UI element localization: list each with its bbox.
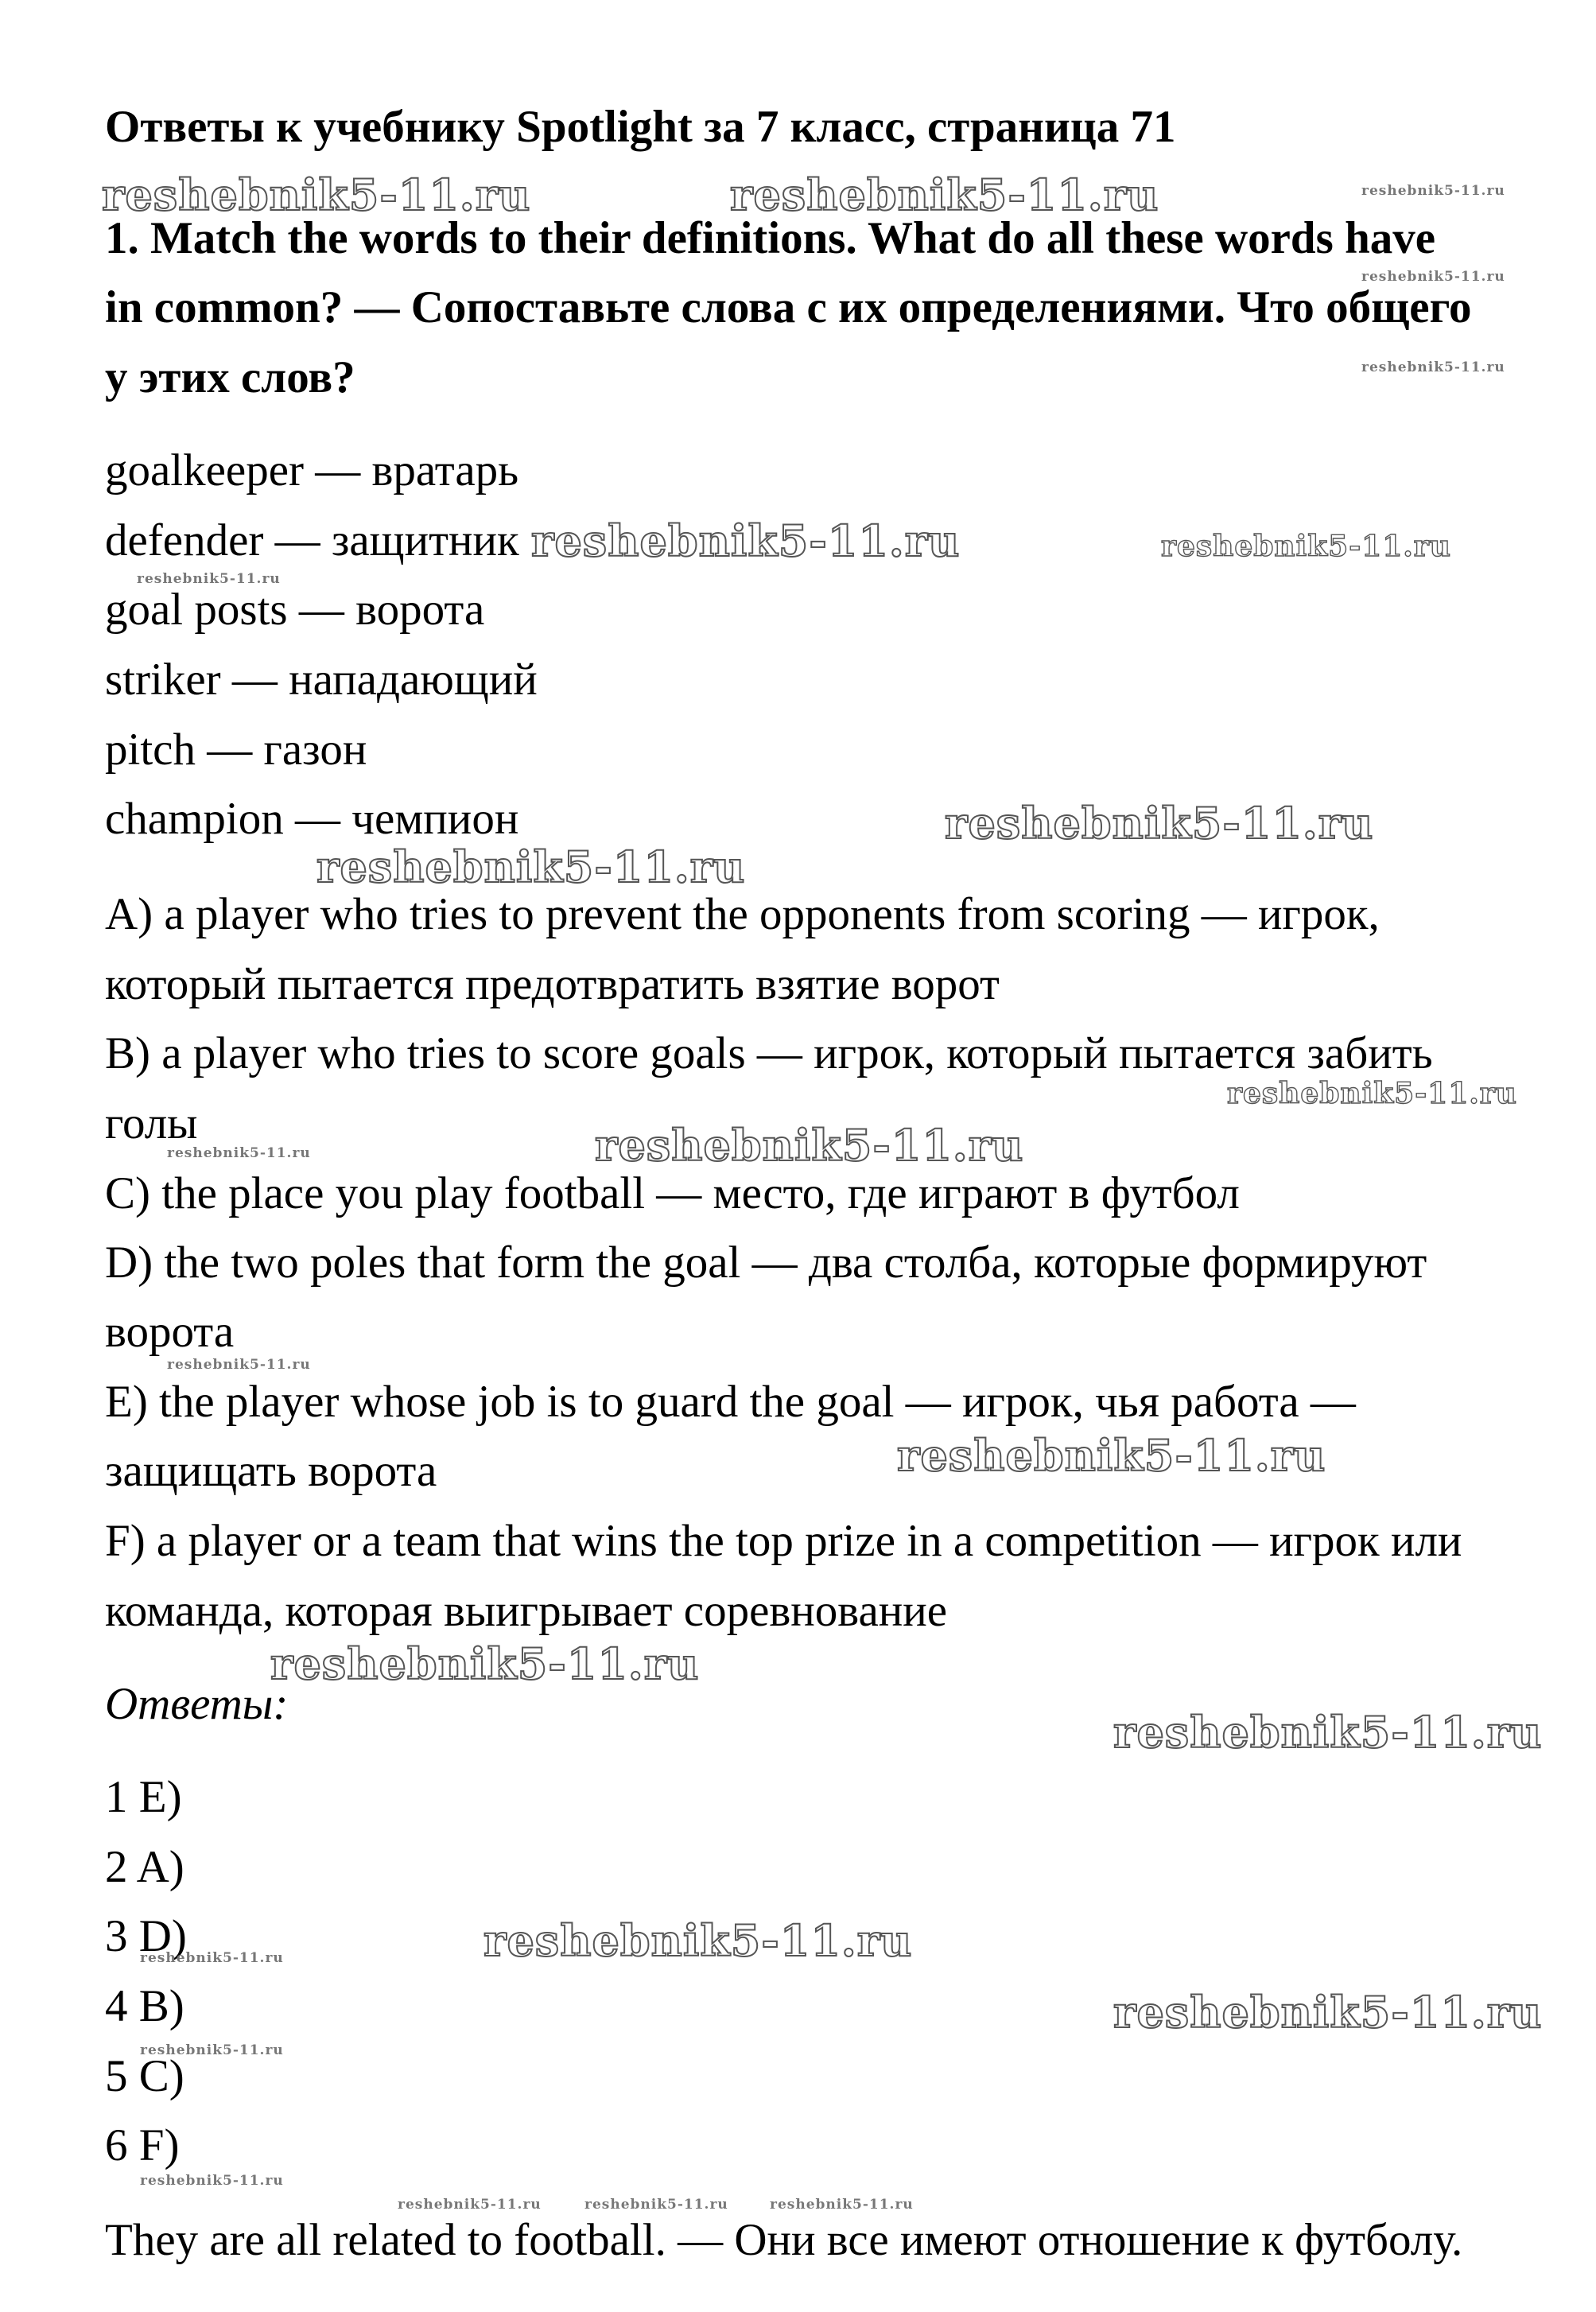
watermark: reshebnik5-11.ru bbox=[167, 1357, 311, 1373]
definition-b-line-2: голы bbox=[105, 1098, 198, 1148]
page-title: Ответы к учебнику Spotlight за 7 класс, страница 71 bbox=[105, 102, 1176, 152]
watermark: reshebnik5-11.ru bbox=[1227, 1077, 1517, 1110]
watermark: reshebnik5-11.ru bbox=[140, 2042, 284, 2058]
watermark: reshebnik5-11.ru bbox=[1113, 1987, 1543, 2038]
watermark: reshebnik5-11.ru bbox=[102, 169, 531, 220]
answer-item: 5 C) bbox=[105, 2051, 184, 2101]
watermark: reshebnik5-11.ru bbox=[1361, 183, 1505, 199]
watermark: reshebnik5-11.ru bbox=[483, 1915, 913, 1966]
task-heading-line-2: in common? — Сопоставьте слова с их определениями. Что общего bbox=[105, 282, 1472, 332]
word-item: goalkeeper — вратарь bbox=[105, 445, 519, 495]
conclusion: They are all related to football. — Они все имеют отношение к футболу. bbox=[105, 2215, 1463, 2265]
watermark: reshebnik5-11.ru bbox=[584, 2197, 728, 2213]
answers-label: Ответы: bbox=[105, 1679, 289, 1729]
answer-item: 2 A) bbox=[105, 1842, 184, 1892]
watermark: reshebnik5-11.ru bbox=[1361, 359, 1505, 375]
watermark: reshebnik5-11.ru bbox=[398, 2197, 542, 2213]
watermark: reshebnik5-11.ru bbox=[1161, 530, 1451, 563]
word-item: striker — нападающий bbox=[105, 655, 538, 705]
watermark: reshebnik5-11.ru bbox=[140, 1950, 284, 1966]
definition-e-line-1: E) the player whose job is to guard the goal — игрок, чья работа — bbox=[105, 1377, 1356, 1427]
word-item: champion — чемпион bbox=[105, 794, 519, 844]
word-item: defender — защитник bbox=[105, 515, 519, 565]
answer-item: 1 E) bbox=[105, 1772, 182, 1822]
watermark: reshebnik5-11.ru bbox=[167, 1145, 311, 1161]
watermark: reshebnik5-11.ru bbox=[897, 1430, 1326, 1481]
answer-item: 4 B) bbox=[105, 1981, 184, 2031]
watermark: reshebnik5-11.ru bbox=[1361, 269, 1505, 285]
definition-a-line-2: который пытается предотвратить взятие ворот bbox=[105, 959, 1000, 1009]
watermark: reshebnik5-11.ru bbox=[1113, 1707, 1543, 1758]
watermark: reshebnik5-11.ru bbox=[137, 571, 281, 587]
watermark: reshebnik5-11.ru bbox=[140, 2173, 284, 2189]
task-heading-line-1: 1. Match the words to their definitions. What do all these words have bbox=[105, 213, 1436, 263]
definition-c: C) the place you play football — место, где играют в футбол bbox=[105, 1168, 1240, 1218]
word-item: goal posts — ворота bbox=[105, 585, 485, 635]
answer-item: 6 F) bbox=[105, 2120, 180, 2170]
watermark: reshebnik5-11.ru bbox=[270, 1638, 700, 1689]
task-heading-line-3: у этих слов? bbox=[105, 352, 355, 402]
definition-d-line-2: ворота bbox=[105, 1307, 235, 1357]
watermark: reshebnik5-11.ru bbox=[730, 169, 1159, 220]
definition-a-line-1: A) a player who tries to prevent the opponents from scoring — игрок, bbox=[105, 889, 1380, 939]
definition-d-line-1: D) the two poles that form the goal — два столба, которые формируют bbox=[105, 1238, 1427, 1288]
watermark: reshebnik5-11.ru bbox=[945, 798, 1374, 849]
definition-f-line-1: F) a player or a team that wins the top prize in a competition — игрок или bbox=[105, 1516, 1462, 1566]
definition-f-line-2: команда, которая выигрывает соревнование bbox=[105, 1586, 948, 1636]
definition-e-line-2: защищать ворота bbox=[105, 1446, 437, 1496]
definition-b-line-1: B) a player who tries to score goals — игрок, который пытается забить bbox=[105, 1028, 1433, 1078]
watermark: reshebnik5-11.ru bbox=[770, 2197, 914, 2213]
watermark: reshebnik5-11.ru bbox=[316, 841, 746, 892]
watermark: reshebnik5-11.ru bbox=[531, 515, 961, 566]
watermark: reshebnik5-11.ru bbox=[595, 1120, 1024, 1171]
word-item: pitch — газон bbox=[105, 725, 367, 775]
answer-item: 3 D) bbox=[105, 1911, 187, 1961]
